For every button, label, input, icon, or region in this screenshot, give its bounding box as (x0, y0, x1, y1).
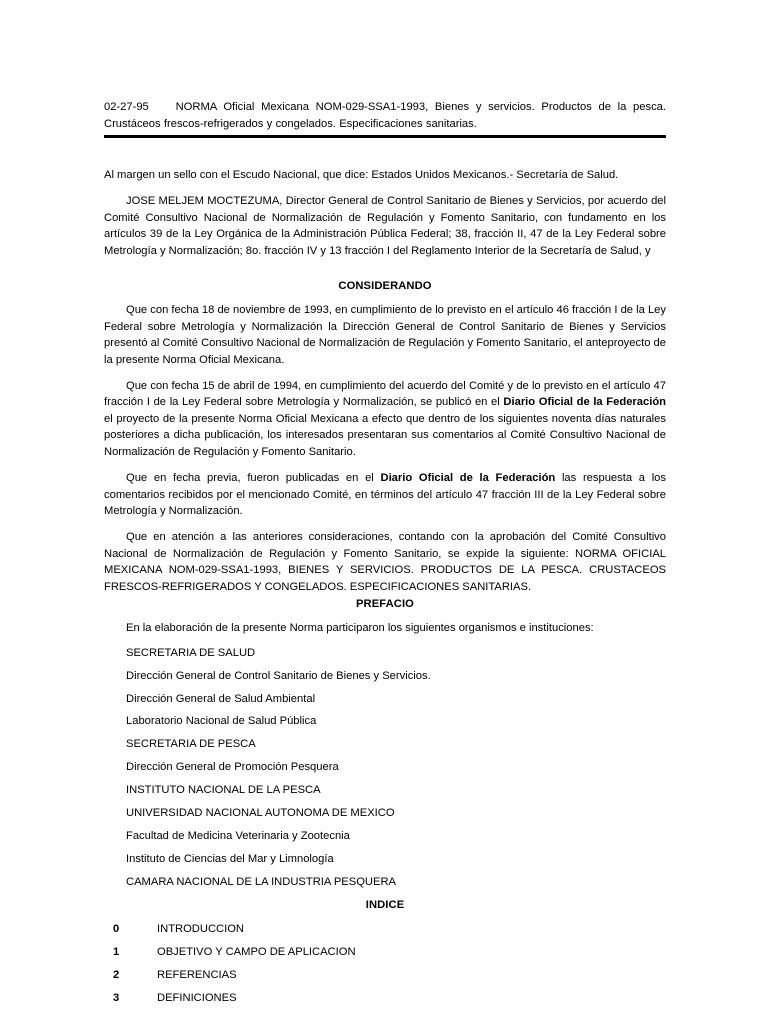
list-item: SECRETARIA DE PESCA (126, 738, 256, 751)
header-spacer (104, 146, 666, 167)
considerando-paragraph-2 (104, 378, 666, 460)
indice-entry-label: OBJETIVO Y CAMPO DE APLICACION (157, 946, 356, 959)
list-item: SECRETARIA DE SALUD (126, 646, 256, 659)
indice-heading: INDICE (365, 898, 405, 911)
considerando-heading: CONSIDERANDO (338, 280, 432, 293)
indice-table (104, 921, 666, 1013)
indice-entry-number: 2 (113, 968, 120, 981)
seal-statement: Al margen un sello con el Escudo Nacional, que dice: Estados Unidos Mexicanos.- Secretaría de Salud. (104, 169, 619, 181)
prefacio-heading: PREFACIO (356, 597, 414, 610)
list-item: Dirección General de Control Sanitario de Bienes y Servicios. (126, 669, 431, 682)
list-item: Dirección General de Promoción Pesquera (126, 761, 339, 774)
participating-organizations-list (104, 645, 666, 890)
prefacio-intro-text: En la elaboración de la presente Norma participaron los siguientes organismos e instituciones: (126, 622, 594, 635)
considerando-paragraph-1: Que con fecha 18 de noviembre de 1993, en cumplimiento de lo previsto en el artículo 46 fracción I de la Ley Federal sobre Metrología y Normalización la Dirección General de Control Sanitario de Bienes y Servicios presentó al Comité Consultivo Nacional de Normalización de Regulación y Fomento Sanitario, el anteproyecto de la presente Norma Oficial Mexicana. (104, 304, 666, 366)
document-header (104, 99, 666, 132)
considerando-spacer (104, 269, 666, 278)
header-divider-rule (104, 135, 666, 138)
considerando-p2-text-b: el proyecto de la presente Norma Oficial Mexicana a efecto que dentro de los siguientes noventa días naturales posteriores a dicha publicación, los interesados presentaran sus comentarios al Comité Consultivo Nacional de Normalización de Regulación y Fomento Sanitario. (104, 412, 666, 458)
indice-entry-number: 1 (113, 946, 120, 959)
list-item: Facultad de Medicina Veterinaria y Zootecnia (126, 830, 350, 842)
list-item: Dirección General de Salud Ambiental (126, 692, 316, 705)
considerando-p3-text-a: Que en fecha previa, fueron publicadas en el (126, 472, 381, 485)
considerando-paragraph-4: Que en atención a las anteriores consideraciones, contando con la aprobación del Comité Consultivo Nacional de Normalización de Regulación y Fomento Sanitario, se expide la siguiente: NORMA OFICIAL MEXICANA NOM-029-SSA1-1993, BIENES Y SERVICIOS. PRODUCTOS DE LA PESCA. CRUSTACEOS FRESCOS-REFRIGERADOS Y CONGELADOS. ESPECIFICACIONES SANITARIAS. (104, 531, 666, 593)
document-content (104, 99, 666, 1013)
publication-date: 02-27-95 (104, 101, 149, 113)
table-row (104, 990, 666, 1013)
considerando-p2-bold-reference: Diario Oficial de la Federación (503, 396, 666, 409)
list-item: CAMARA NACIONAL DE LA INDUSTRIA PESQUERA (126, 875, 397, 888)
table-row (104, 921, 666, 944)
list-item: INSTITUTO NACIONAL DE LA PESCA (126, 784, 321, 797)
list-item: Instituto de Ciencias del Mar y Limnología (126, 852, 334, 865)
considerando-p3-bold-reference: Diario Oficial de la Federación (380, 472, 556, 485)
considerando-paragraph-3 (104, 470, 666, 519)
list-item: Laboratorio Nacional de Salud Pública (126, 715, 317, 728)
indice-entry-number: 0 (113, 923, 120, 936)
table-row (104, 967, 666, 990)
list-item: UNIVERSIDAD NACIONAL AUTONOMA DE MEXICO (126, 807, 395, 820)
indice-entry-number: 3 (113, 991, 120, 1004)
table-row (104, 944, 666, 967)
considerando-p2-text-a: Que con fecha 15 de abril de 1994, en cumplimiento del acuerdo del Comité y de lo previsto en el artículo 47 fracción I de la Ley Federal sobre Metrología y Normalización, se publicó en el (104, 380, 666, 409)
document-title: NORMA Oficial Mexicana NOM-029-SSA1-1993, Bienes y servicios. Productos de la pesca. Crustáceos frescos-refrigerados y congelados. Especificaciones sanitarias. (104, 101, 667, 130)
considerando-p3-text-b: las respuesta a los comentarios recibidos por el mencionado Comité, en términos del artículo 47 fracción III de la Ley Federal sobre Metrología y Normalización. (104, 472, 666, 517)
indice-entry-label: INTRODUCCION (157, 923, 245, 936)
indice-entry-label: REFERENCIAS (157, 968, 237, 981)
indice-entry-label: DEFINICIONES (157, 991, 237, 1004)
signatory-paragraph: JOSE MELJEM MOCTEZUMA, Director General de Control Sanitario de Bienes y Servicios, por acuerdo del Comité Consultivo Nacional de Normalización de Regulación y Fomento Sanitario, con fundamento en los artículos 39 de la Ley Orgánica de la Administración Pública Federal; 38, fracción II, 47 de la Ley Federal sobre Metrología y Normalización; 8o. fracción IV y 13 fracción I del Reglamento Interior de la Secretaría de Salud, y (104, 195, 666, 257)
